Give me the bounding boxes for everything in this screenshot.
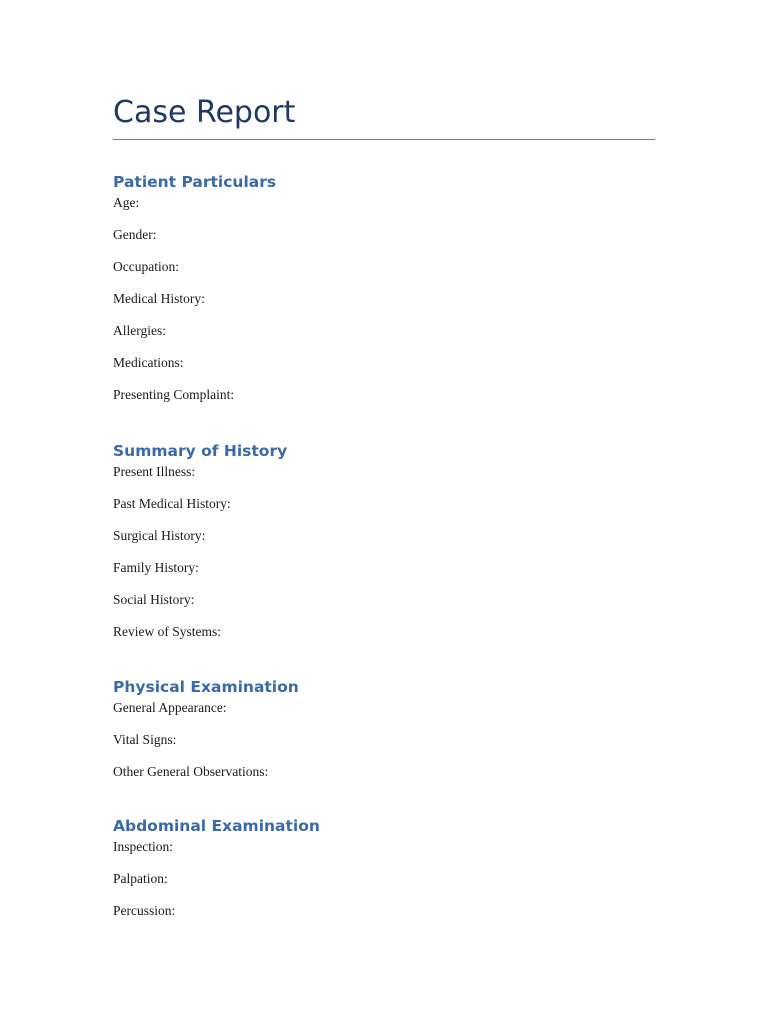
field-label-other-general-observations: Other General Observations: [113,764,269,779]
section-heading: Patient Particulars [113,173,277,191]
section-heading: Abdominal Examination [113,817,320,835]
field-label-presenting-complaint: Presenting Complaint: [113,387,235,402]
field-label-inspection: Inspection: [113,839,173,854]
field-list [113,194,655,404]
field-label-palpation: Palpation: [113,871,168,886]
section-summary-of-history [113,439,655,641]
field-label-review-of-systems: Review of Systems: [113,624,221,639]
field-label-vital-signs: Vital Signs: [113,732,177,747]
field-label-family-history: Family History: [113,560,199,575]
field-label-general-appearance: General Appearance: [113,700,227,715]
field-list [113,699,655,781]
field-label-allergies: Allergies: [113,323,166,338]
field-label-medical-history: Medical History: [113,291,205,306]
section-physical-examination [113,675,655,781]
field-label-past-medical-history: Past Medical History: [113,496,231,511]
title-underline [113,139,655,140]
field-label-surgical-history: Surgical History: [113,528,206,543]
section-heading: Summary of History [113,442,288,460]
field-list [113,463,655,641]
section-abdominal-examination [113,814,655,920]
field-list [113,838,655,920]
field-label-gender: Gender: [113,227,157,242]
field-label-present-illness: Present Illness: [113,464,196,479]
field-label-social-history: Social History: [113,592,195,607]
section-patient-particulars [113,170,655,404]
section-heading: Physical Examination [113,678,299,696]
field-label-percussion: Percussion: [113,903,176,918]
field-label-medications: Medications: [113,355,184,370]
field-label-occupation: Occupation: [113,259,179,274]
document-title: Case Report [113,95,296,130]
field-label-age: Age: [113,195,140,210]
